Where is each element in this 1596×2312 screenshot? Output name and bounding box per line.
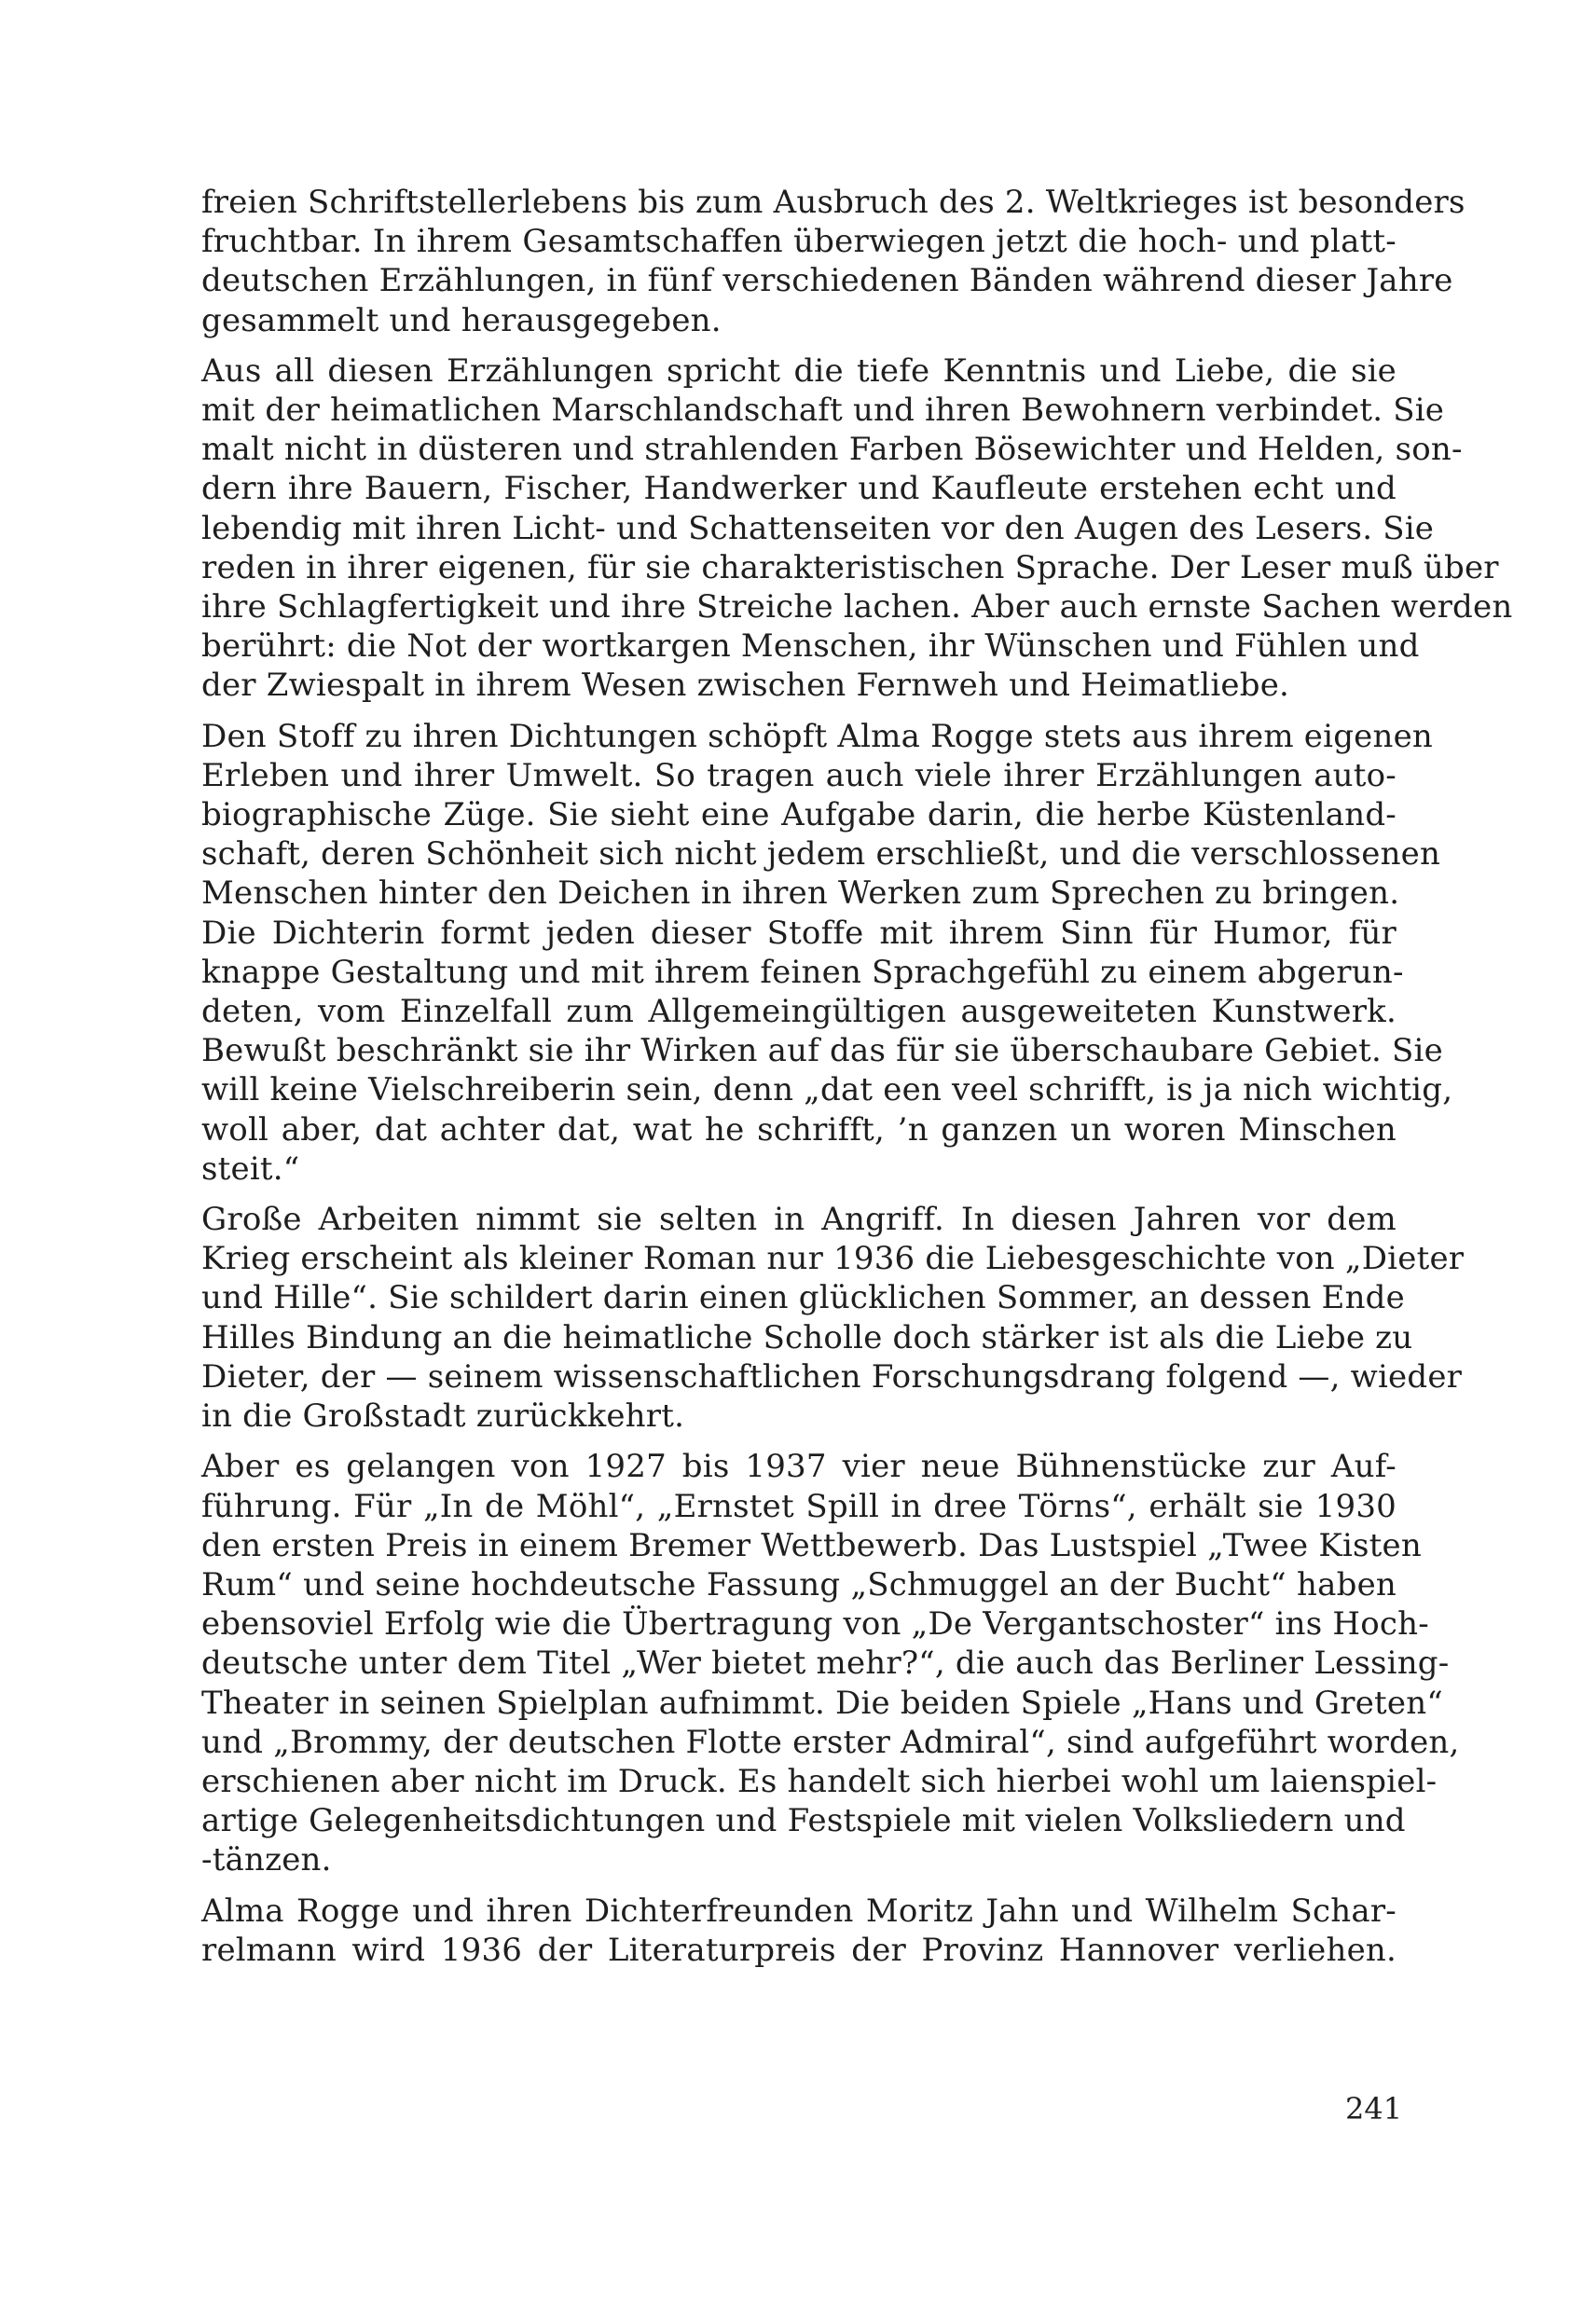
text-line: Große Arbeiten nimmt sie selten in Angriff. In diesen Jahren vor dem: [201, 1201, 1396, 1239]
text-line: freien Schriftstellerlebens bis zum Ausbruch des 2. Weltkrieges ist besonders: [201, 184, 1465, 221]
text-line: biographische Züge. Sie sieht eine Aufgabe darin, die herbe Küstenland-: [201, 796, 1396, 834]
text-line: deutsche unter dem Titel „Wer bietet mehr?“, die auch das Berliner Lessing-: [201, 1645, 1450, 1683]
text-line: erschienen aber nicht im Druck. Es handelt sich hierbei wohl um laienspiel-: [201, 1762, 1438, 1800]
text-line: ebensoviel Erfolg wie die Übertragung von „De Vergantschoster“ ins Hoch-: [201, 1605, 1429, 1644]
text-line: Dieter, der — seinem wissenschaftlichen Forschungsdrang folgend —, wieder: [201, 1357, 1463, 1396]
text-line: schaft, deren Schönheit sich nicht jedem erschließt, und die verschlossenen: [201, 835, 1441, 874]
paragraph: [201, 1447, 1460, 1879]
paragraph: [201, 1200, 1465, 1436]
text-line: will keine Vielschreiberin sein, denn „dat een veel schrifft, is ja nich wichtig,: [201, 1071, 1453, 1109]
text-line: Alma Rogge und ihren Dichterfreunden Moritz Jahn und Wilhelm Schar-: [201, 1892, 1396, 1930]
text-line: Hilles Bindung an die heimatliche Scholle doch stärker ist als die Liebe zu: [201, 1318, 1413, 1356]
text-line: lebendig mit ihren Licht- und Schattenseiten vor den Augen des Lesers. Sie: [201, 509, 1435, 547]
text-line: mit der heimatlichen Marschlandschaft und ihren Bewohnern verbindet. Sie: [201, 392, 1445, 430]
text-line: Menschen hinter den Deichen in ihren Werken zum Sprechen zu bringen.: [201, 874, 1400, 913]
text-line: Aber es gelangen von 1927 bis 1937 vier neue Bühnenstücke zur Auf-: [201, 1448, 1396, 1486]
text-line: Theater in seinen Spielplan aufnimmt. Die beiden Spiele „Hans und Greten“: [201, 1684, 1443, 1722]
text-line: -tänzen.: [201, 1841, 332, 1879]
text-line: reden in ihrer eigenen, für sie charakteristischen Sprache. Der Leser muß über: [201, 548, 1499, 586]
text-line: führung. Für „In de Möhl“, „Ernstet Spill in dree Törns“, erhält sie 1930: [201, 1487, 1396, 1525]
text-line: den ersten Preis in einem Bremer Wettbewerb. Das Lustspiel „Twee Kisten: [201, 1526, 1422, 1564]
text-line: deten, vom Einzelfall zum Allgemeingültigen ausgeweiteten Kunstwerk.: [201, 993, 1396, 1031]
text-line: in die Großstadt zurückkehrt.: [201, 1397, 685, 1436]
paragraph: [201, 183, 1465, 340]
text-line: deutschen Erzählungen, in fünf verschiedenen Bänden während dieser Jahre: [201, 262, 1453, 300]
page-number: 241: [1345, 2091, 1403, 2126]
text-line: woll aber, dat achter dat, wat he schrifft, ’n ganzen un woren Minschen: [201, 1110, 1396, 1149]
text-line: der Zwiespalt in ihrem Wesen zwischen Fernweh und Heimatliebe.: [201, 667, 1290, 705]
text-line: gesammelt und herausgegeben.: [201, 301, 722, 339]
text-line: Erleben und ihrer Umwelt. So tragen auch viele ihrer Erzählungen auto-: [201, 756, 1396, 794]
text-line: berührt: die Not der wortkargen Menschen, ihr Wünschen und Fühlen und: [201, 627, 1420, 666]
text-line: relmann wird 1936 der Literaturpreis der Provinz Hannover verliehen.: [201, 1931, 1396, 1969]
paragraph: [201, 1892, 1396, 1970]
text-line: dern ihre Bauern, Fischer, Handwerker und Kaufleute erstehen echt und: [201, 470, 1396, 508]
text-line: und Hille“. Sie schildert darin einen glücklichen Sommer, an dessen Ende: [201, 1279, 1405, 1317]
body-text: [201, 183, 1513, 1981]
text-line: fruchtbar. In ihrem Gesamtschaffen überwiegen jetzt die hoch- und platt-: [201, 223, 1396, 261]
text-line: Krieg erscheint als kleiner Roman nur 1936 die Liebesgeschichte von „Dieter: [201, 1240, 1465, 1278]
text-line: Rum“ und seine hochdeutsche Fassung „Schmuggel an der Bucht“ haben: [201, 1565, 1396, 1603]
text-line: Bewußt beschränkt sie ihr Wirken auf das für sie überschaubare Gebiet. Sie: [201, 1032, 1443, 1070]
text-line: Den Stoff zu ihren Dichtungen schöpft Alma Rogge stets aus ihrem eigenen: [201, 717, 1433, 755]
text-line: artige Gelegenheitsdichtungen und Festspiele mit vielen Volksliedern und: [201, 1802, 1406, 1840]
text-line: knappe Gestaltung und mit ihrem feinen Sprachgefühl zu einem abgerun-: [201, 953, 1404, 991]
text-line: malt nicht in düsteren und strahlenden Farben Bösewichter und Helden, son-: [201, 431, 1463, 469]
text-line: Die Dichterin formt jeden dieser Stoffe mit ihrem Sinn für Humor, für: [201, 914, 1396, 952]
text-line: Aus all diesen Erzählungen spricht die tiefe Kenntnis und Liebe, die sie: [201, 351, 1396, 390]
paragraph: [201, 717, 1453, 1189]
text-line: steit.“: [201, 1149, 300, 1188]
paragraph: [201, 351, 1513, 706]
text-line: ihre Schlagfertigkeit und ihre Streiche lachen. Aber auch ernste Sachen werden: [201, 588, 1513, 626]
text-line: und „Brommy, der deutschen Flotte erster Admiral“, sind aufgeführt worden,: [201, 1723, 1460, 1761]
